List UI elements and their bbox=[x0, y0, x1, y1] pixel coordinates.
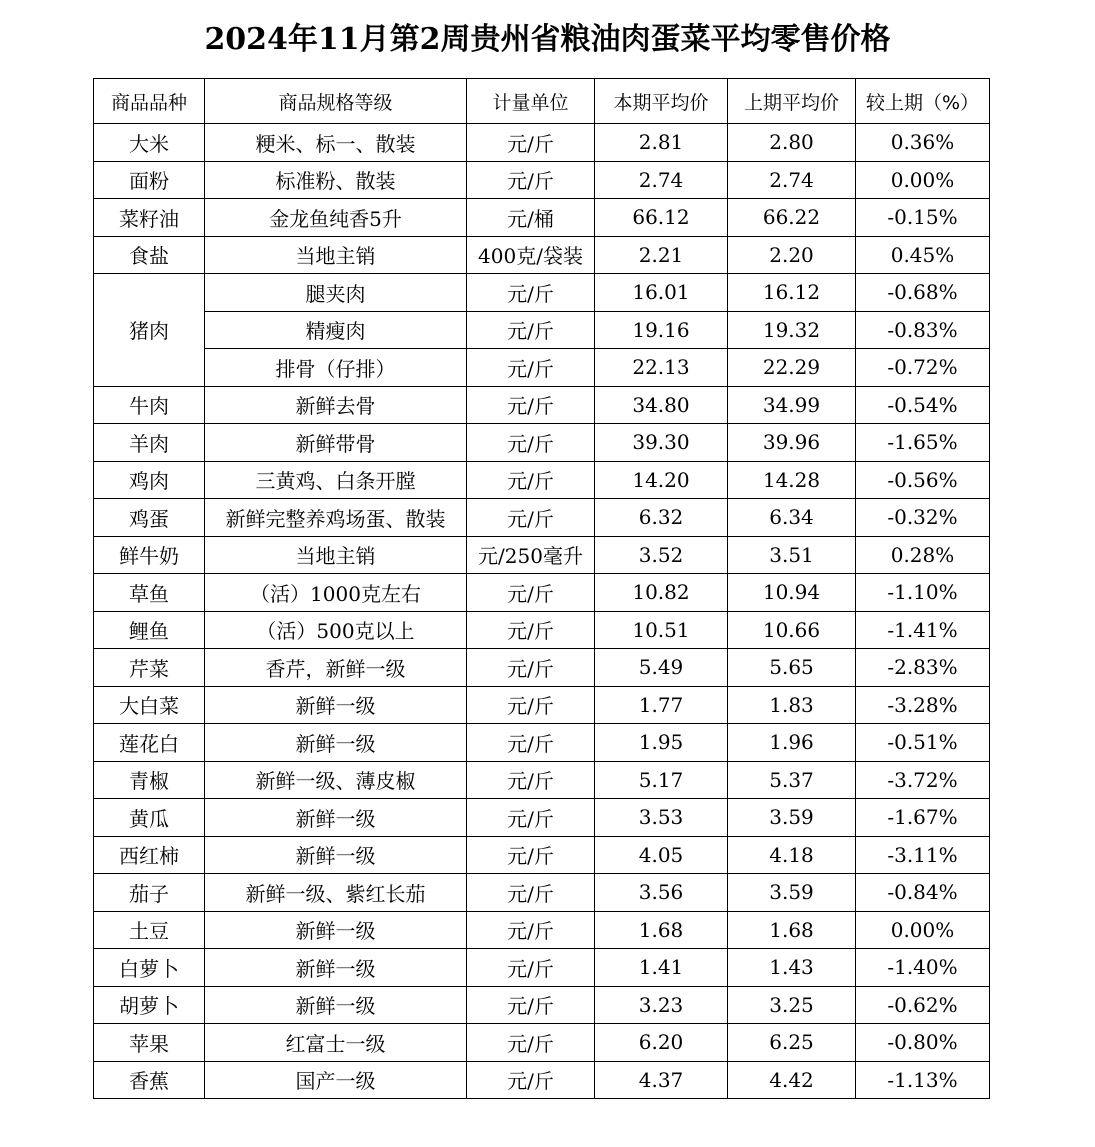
cell-spec: 新鲜一级 bbox=[205, 911, 467, 949]
cell-unit: 元/斤 bbox=[467, 836, 595, 874]
table-row bbox=[94, 424, 990, 462]
table-row bbox=[94, 386, 990, 424]
cell-change: -0.80% bbox=[856, 1024, 990, 1062]
cell-change: -0.56% bbox=[856, 461, 990, 499]
cell-spec: 金龙鱼纯香5升 bbox=[205, 199, 467, 237]
table-row bbox=[94, 349, 990, 387]
cell-unit: 元/斤 bbox=[467, 274, 595, 312]
cell-previous-price: 4.18 bbox=[728, 836, 856, 874]
cell-previous-price: 2.74 bbox=[728, 161, 856, 199]
cell-change: -0.62% bbox=[856, 986, 990, 1024]
cell-previous-price: 1.43 bbox=[728, 949, 856, 987]
cell-previous-price: 2.20 bbox=[728, 236, 856, 274]
page-title: 2024年11月第2周贵州省粮油肉蛋菜平均零售价格 bbox=[204, 22, 891, 57]
table-row bbox=[94, 124, 990, 162]
cell-variety: 莲花白 bbox=[94, 724, 205, 762]
table-row bbox=[94, 161, 990, 199]
cell-variety: 牛肉 bbox=[94, 386, 205, 424]
cell-unit: 元/斤 bbox=[467, 499, 595, 537]
cell-unit: 元/斤 bbox=[467, 124, 595, 162]
cell-spec: 新鲜一级 bbox=[205, 686, 467, 724]
cell-variety: 茄子 bbox=[94, 874, 205, 912]
cell-unit: 元/斤 bbox=[467, 424, 595, 462]
cell-current-price: 3.53 bbox=[595, 799, 728, 837]
cell-unit: 元/斤 bbox=[467, 986, 595, 1024]
cell-change: -0.51% bbox=[856, 724, 990, 762]
cell-current-price: 19.16 bbox=[595, 311, 728, 349]
cell-previous-price: 3.59 bbox=[728, 874, 856, 912]
cell-current-price: 3.23 bbox=[595, 986, 728, 1024]
table-row bbox=[94, 611, 990, 649]
table-row bbox=[94, 724, 990, 762]
cell-unit: 400克/袋装 bbox=[467, 236, 595, 274]
cell-variety: 白萝卜 bbox=[94, 949, 205, 987]
cell-spec: 粳米、标一、散装 bbox=[205, 124, 467, 162]
cell-previous-price: 5.65 bbox=[728, 649, 856, 687]
cell-current-price: 22.13 bbox=[595, 349, 728, 387]
header-spec: 商品规格等级 bbox=[205, 79, 467, 124]
cell-spec: 新鲜带骨 bbox=[205, 424, 467, 462]
cell-spec: （活）1000克左右 bbox=[205, 574, 467, 612]
cell-previous-price: 16.12 bbox=[728, 274, 856, 312]
cell-variety: 鲜牛奶 bbox=[94, 536, 205, 574]
cell-variety: 鸡蛋 bbox=[94, 499, 205, 537]
table-row bbox=[94, 574, 990, 612]
cell-change: -2.83% bbox=[856, 649, 990, 687]
cell-current-price: 4.05 bbox=[595, 836, 728, 874]
cell-unit: 元/斤 bbox=[467, 611, 595, 649]
cell-spec: 新鲜一级 bbox=[205, 836, 467, 874]
cell-previous-price: 3.51 bbox=[728, 536, 856, 574]
table-row bbox=[94, 1061, 990, 1099]
cell-change: 0.00% bbox=[856, 161, 990, 199]
table-row bbox=[94, 836, 990, 874]
cell-current-price: 14.20 bbox=[595, 461, 728, 499]
cell-unit: 元/250毫升 bbox=[467, 536, 595, 574]
cell-spec: 新鲜一级 bbox=[205, 986, 467, 1024]
cell-current-price: 2.74 bbox=[595, 161, 728, 199]
cell-unit: 元/桶 bbox=[467, 199, 595, 237]
header-change: 较上期（%） bbox=[856, 79, 990, 124]
cell-variety: 草鱼 bbox=[94, 574, 205, 612]
cell-current-price: 16.01 bbox=[595, 274, 728, 312]
cell-spec: 精瘦肉 bbox=[205, 311, 467, 349]
cell-previous-price: 10.66 bbox=[728, 611, 856, 649]
cell-previous-price: 6.25 bbox=[728, 1024, 856, 1062]
table-row bbox=[94, 236, 990, 274]
cell-change: -1.13% bbox=[856, 1061, 990, 1099]
cell-current-price: 1.77 bbox=[595, 686, 728, 724]
cell-change: -0.84% bbox=[856, 874, 990, 912]
cell-variety: 羊肉 bbox=[94, 424, 205, 462]
cell-unit: 元/斤 bbox=[467, 1024, 595, 1062]
cell-spec: 当地主销 bbox=[205, 536, 467, 574]
table-row bbox=[94, 274, 990, 312]
cell-variety: 西红柿 bbox=[94, 836, 205, 874]
cell-previous-price: 6.34 bbox=[728, 499, 856, 537]
cell-change: -0.72% bbox=[856, 349, 990, 387]
cell-variety: 香蕉 bbox=[94, 1061, 205, 1099]
cell-current-price: 4.37 bbox=[595, 1061, 728, 1099]
cell-spec: 新鲜一级、薄皮椒 bbox=[205, 761, 467, 799]
cell-current-price: 6.20 bbox=[595, 1024, 728, 1062]
table-row bbox=[94, 461, 990, 499]
cell-variety: 大米 bbox=[94, 124, 205, 162]
cell-previous-price: 66.22 bbox=[728, 199, 856, 237]
cell-unit: 元/斤 bbox=[467, 649, 595, 687]
table-row bbox=[94, 311, 990, 349]
cell-change: -0.83% bbox=[856, 311, 990, 349]
cell-change: -1.67% bbox=[856, 799, 990, 837]
cell-spec: 新鲜一级 bbox=[205, 799, 467, 837]
cell-unit: 元/斤 bbox=[467, 686, 595, 724]
cell-variety: 苹果 bbox=[94, 1024, 205, 1062]
cell-spec: 红富士一级 bbox=[205, 1024, 467, 1062]
cell-spec: 国产一级 bbox=[205, 1061, 467, 1099]
cell-unit: 元/斤 bbox=[467, 311, 595, 349]
cell-unit: 元/斤 bbox=[467, 574, 595, 612]
header-variety: 商品品种 bbox=[94, 79, 205, 124]
cell-unit: 元/斤 bbox=[467, 1061, 595, 1099]
cell-current-price: 2.21 bbox=[595, 236, 728, 274]
cell-previous-price: 3.59 bbox=[728, 799, 856, 837]
cell-unit: 元/斤 bbox=[467, 161, 595, 199]
cell-previous-price: 39.96 bbox=[728, 424, 856, 462]
cell-spec: 排骨（仔排） bbox=[205, 349, 467, 387]
cell-spec: 新鲜一级、紫红长茄 bbox=[205, 874, 467, 912]
cell-current-price: 5.17 bbox=[595, 761, 728, 799]
cell-current-price: 34.80 bbox=[595, 386, 728, 424]
cell-spec: （活）500克以上 bbox=[205, 611, 467, 649]
cell-previous-price: 1.83 bbox=[728, 686, 856, 724]
cell-change: -3.72% bbox=[856, 761, 990, 799]
cell-variety: 面粉 bbox=[94, 161, 205, 199]
cell-change: -3.28% bbox=[856, 686, 990, 724]
cell-change: -1.40% bbox=[856, 949, 990, 987]
cell-change: -0.54% bbox=[856, 386, 990, 424]
cell-change: -1.10% bbox=[856, 574, 990, 612]
cell-previous-price: 22.29 bbox=[728, 349, 856, 387]
cell-previous-price: 34.99 bbox=[728, 386, 856, 424]
table-row bbox=[94, 874, 990, 912]
cell-unit: 元/斤 bbox=[467, 349, 595, 387]
cell-variety: 土豆 bbox=[94, 911, 205, 949]
cell-change: -1.41% bbox=[856, 611, 990, 649]
table-body bbox=[94, 124, 990, 1099]
table-row bbox=[94, 649, 990, 687]
cell-change: 0.00% bbox=[856, 911, 990, 949]
cell-variety: 猪肉 bbox=[94, 274, 205, 387]
cell-previous-price: 14.28 bbox=[728, 461, 856, 499]
cell-current-price: 3.52 bbox=[595, 536, 728, 574]
table-row bbox=[94, 761, 990, 799]
cell-variety: 食盐 bbox=[94, 236, 205, 274]
cell-change: -1.65% bbox=[856, 424, 990, 462]
cell-unit: 元/斤 bbox=[467, 386, 595, 424]
cell-unit: 元/斤 bbox=[467, 461, 595, 499]
table-row bbox=[94, 686, 990, 724]
cell-spec: 新鲜一级 bbox=[205, 949, 467, 987]
cell-unit: 元/斤 bbox=[467, 724, 595, 762]
cell-current-price: 1.95 bbox=[595, 724, 728, 762]
cell-unit: 元/斤 bbox=[467, 911, 595, 949]
table-row bbox=[94, 536, 990, 574]
cell-spec: 新鲜一级 bbox=[205, 724, 467, 762]
cell-previous-price: 1.96 bbox=[728, 724, 856, 762]
cell-previous-price: 1.68 bbox=[728, 911, 856, 949]
cell-spec: 三黄鸡、白条开膛 bbox=[205, 461, 467, 499]
cell-current-price: 10.51 bbox=[595, 611, 728, 649]
cell-spec: 香芹，新鲜一级 bbox=[205, 649, 467, 687]
cell-variety: 黄瓜 bbox=[94, 799, 205, 837]
cell-variety: 大白菜 bbox=[94, 686, 205, 724]
price-table bbox=[93, 78, 990, 1099]
cell-previous-price: 10.94 bbox=[728, 574, 856, 612]
cell-current-price: 5.49 bbox=[595, 649, 728, 687]
cell-change: -0.68% bbox=[856, 274, 990, 312]
header-current-price: 本期平均价 bbox=[595, 79, 728, 124]
cell-current-price: 3.56 bbox=[595, 874, 728, 912]
cell-change: -3.11% bbox=[856, 836, 990, 874]
cell-variety: 胡萝卜 bbox=[94, 986, 205, 1024]
cell-change: -0.15% bbox=[856, 199, 990, 237]
cell-current-price: 66.12 bbox=[595, 199, 728, 237]
cell-spec: 腿夹肉 bbox=[205, 274, 467, 312]
table-row bbox=[94, 986, 990, 1024]
cell-current-price: 6.32 bbox=[595, 499, 728, 537]
cell-unit: 元/斤 bbox=[467, 799, 595, 837]
cell-variety: 菜籽油 bbox=[94, 199, 205, 237]
table-row bbox=[94, 199, 990, 237]
cell-previous-price: 5.37 bbox=[728, 761, 856, 799]
table-row bbox=[94, 949, 990, 987]
cell-change: -0.32% bbox=[856, 499, 990, 537]
table-row bbox=[94, 1024, 990, 1062]
cell-unit: 元/斤 bbox=[467, 949, 595, 987]
cell-change: 0.45% bbox=[856, 236, 990, 274]
cell-previous-price: 3.25 bbox=[728, 986, 856, 1024]
cell-current-price: 10.82 bbox=[595, 574, 728, 612]
cell-previous-price: 2.80 bbox=[728, 124, 856, 162]
cell-variety: 青椒 bbox=[94, 761, 205, 799]
table-row bbox=[94, 911, 990, 949]
cell-change: 0.36% bbox=[856, 124, 990, 162]
cell-current-price: 39.30 bbox=[595, 424, 728, 462]
cell-variety: 芹菜 bbox=[94, 649, 205, 687]
table-row bbox=[94, 499, 990, 537]
cell-current-price: 2.81 bbox=[595, 124, 728, 162]
cell-spec: 标准粉、散装 bbox=[205, 161, 467, 199]
header-row bbox=[94, 79, 990, 124]
cell-spec: 当地主销 bbox=[205, 236, 467, 274]
cell-spec: 新鲜完整养鸡场蛋、散装 bbox=[205, 499, 467, 537]
cell-change: 0.28% bbox=[856, 536, 990, 574]
cell-unit: 元/斤 bbox=[467, 761, 595, 799]
cell-current-price: 1.68 bbox=[595, 911, 728, 949]
cell-previous-price: 4.42 bbox=[728, 1061, 856, 1099]
cell-variety: 鸡肉 bbox=[94, 461, 205, 499]
cell-unit: 元/斤 bbox=[467, 874, 595, 912]
cell-variety: 鲤鱼 bbox=[94, 611, 205, 649]
table-row bbox=[94, 799, 990, 837]
header-unit: 计量单位 bbox=[467, 79, 595, 124]
cell-previous-price: 19.32 bbox=[728, 311, 856, 349]
cell-current-price: 1.41 bbox=[595, 949, 728, 987]
header-previous-price: 上期平均价 bbox=[728, 79, 856, 124]
cell-spec: 新鲜去骨 bbox=[205, 386, 467, 424]
